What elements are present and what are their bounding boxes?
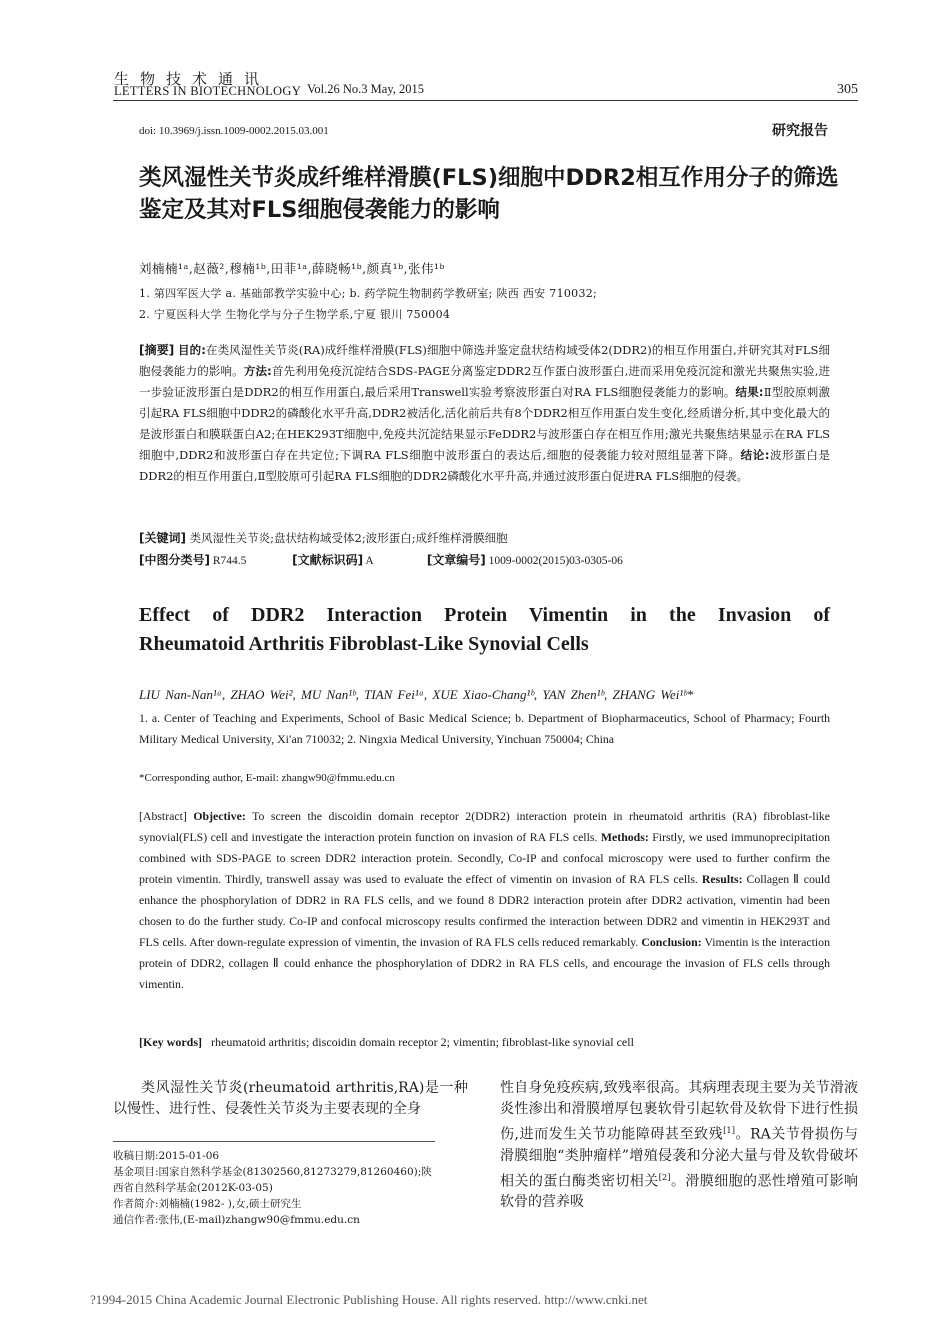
abstract-en-methods-label: Methods:: [600, 830, 649, 844]
footnote-funding-cont: 西省自然科学基金(2012K-03-05): [113, 1182, 273, 1194]
footnote-author-bio: 作者简介:刘楠楠(1982- ),女,硕士研究生: [113, 1198, 302, 1210]
abstract-en-conclusion: Vimentin is the interaction protein of DDR2, collagen Ⅱ could enhance the phosphorylation of DDR2 in RA FLS cells, and encourage the invasion of FLS cells through vimentin.: [139, 935, 830, 991]
body-right-text-1: 性自身免疫疾病,致残率很高。其病理表现主要为关节滑液炎性渗出和滑膜增厚包裹软骨引起软骨及软骨下进行性损伤,进而发生关节功能障碍甚至致残: [500, 1080, 858, 1143]
article-title-en: [139, 601, 830, 659]
abstract-en-methods: Firstly, we used immunoprecipitation combined with SDS-PAGE to screen DDR2 interaction protein. Secondly, Co-IP and confocal microscopy were used to further confirm the protein vimentin. Thirdly, transwell assay was used to evaluate the effect of vimentin on invasion of RA FLS cells.: [139, 830, 830, 886]
abstract-cn-conclusion: 波形蛋白是DDR2的相互作用蛋白,Ⅱ型胶原可引起RA FLS细胞的DDR2磷酸化水平升高,并通过波形蛋白促进RA FLS细胞的侵袭。: [139, 448, 830, 483]
abstract-cn-results-label: 结果:: [735, 385, 764, 399]
keywords-cn: [139, 529, 508, 546]
authors-cn: 刘楠楠¹ᵃ,赵薇²,穆楠¹ᵇ,田菲¹ᵃ,薛晓畅¹ᵇ,颜真¹ᵇ,张伟¹ᵇ: [139, 261, 446, 276]
reference-2: [2]: [658, 1171, 671, 1182]
abstract-cn-methods: 首先利用免疫沉淀结合SDS-PAGE分离鉴定DDR2互作蛋白波形蛋白,进而采用免疫沉淀和激光共聚焦实验,进一步验证波形蛋白是DDR2的相互作用蛋白,最后采用Transwell实验考察波形蛋白对RA FLS细胞侵袭能力的影响。: [139, 364, 830, 399]
article-title-en-line2: Rheumatoid Arthritis Fibroblast-Like Synovial Cells: [139, 633, 589, 655]
keywords-cn-text: 类风湿性关节炎;盘状结构域受体2;波形蛋白;成纤维样滑膜细胞: [189, 531, 508, 545]
body-column-right: [500, 1078, 858, 1213]
doi: doi: 10.3969/j.issn.1009-0002.2015.03.001: [139, 125, 329, 137]
reference-1: [1]: [723, 1125, 736, 1135]
corresponding-author: *Corresponding author, E-mail: zhangw90@fmmu.edu.cn: [139, 772, 395, 784]
abstract-cn: [139, 340, 830, 487]
abstract-cn-objective-label: 目的:: [178, 343, 206, 357]
doc-code-tag: [文献标识码]: [292, 553, 364, 567]
affiliation-cn-2: 2. 宁夏医科大学 生物化学与分子生物学系,宁夏 银川 750004: [139, 308, 451, 321]
keywords-en: [139, 1035, 634, 1050]
abstract-cn-conclusion-label: 结论:: [740, 448, 770, 462]
article-no-value: 1009-0002(2015)03-0305-06: [488, 555, 623, 567]
copyright-notice: ?1994-2015 China Academic Journal Electronic Publishing House. All rights reserved. http://www.cnki.net: [90, 1292, 648, 1307]
abstract-en-tag: [Abstract]: [139, 809, 187, 823]
authors-en: LIU Nan-Nan¹ᵃ, ZHAO Wei², MU Nan¹ᵇ, TIAN Fei¹ᵃ, XUE Xiao-Chang¹ᵇ, YAN Zhen¹ᵇ, ZHANG Wei¹ᵇ*: [139, 687, 694, 702]
footnote-received: 收稿日期:2015-01-06: [113, 1150, 220, 1162]
keywords-cn-tag: [关键词]: [139, 531, 186, 545]
journal-title-cn: 生物技术通讯: [114, 70, 271, 88]
journal-title-en: LETTERS IN BIOTECHNOLOGY: [114, 84, 302, 98]
footnotes: [113, 1148, 473, 1228]
journal-issue: Vol.26 No.3 May, 2015: [307, 82, 425, 96]
abstract-en-conclusion-label: Conclusion:: [641, 935, 702, 949]
abstract-en-objective: To screen the discoidin domain receptor 2(DDR2) interaction protein in rheumatoid arthritis (RA) fibroblast-like synovial(FLS) cell and investigate the interaction protein function on invasion of RA FLS cells.: [139, 809, 830, 844]
abstract-en-results-label: Results:: [701, 872, 743, 886]
header-divider: [113, 100, 858, 101]
body-right-text-3: 。滑膜细胞的恶性增殖可影响软骨的营养吸: [500, 1173, 858, 1211]
abstract-cn-methods-label: 方法:: [243, 364, 272, 378]
article-title-cn: 类风湿性关节炎成纤维样滑膜(FLS)细胞中DDR2相互作用分子的筛选鉴定及其对FLS细胞侵袭能力的影响: [139, 165, 839, 223]
doc-code-value: A: [365, 555, 374, 567]
section-label: 研究报告: [772, 123, 828, 139]
footnote-divider: [113, 1141, 435, 1142]
abstract-en-results: Collagen Ⅱ could enhance the phosphorylation of DDR2 in RA FLS cells, and we found 8 DDR2 interaction protein after DDR2 activation, vimentin had been chosen to do the further study. Co-IP and confocal microscopy results confirmed the interaction between DDR2 and vimentin in HEK293T and FLS cells. After down-regulate expression of vimentin, the invasion of RA FLS cells reduced remarkably.: [139, 872, 830, 949]
abstract-en-objective-label: Objective:: [193, 809, 246, 823]
abstract-cn-objective: 在类风湿性关节炎(RA)成纤维样滑膜(FLS)细胞中筛选并鉴定盘状结构域受体2(DDR2)的相互作用蛋白,并研究其对FLS细胞侵袭能力的影响。: [139, 343, 830, 378]
affiliations-en: 1. a. Center of Teaching and Experiments, School of Basic Medical Science; b. Department of Biopharmaceutics, School of Pharmacy; Fourth Military Medical University, Xi′an 710032; 2. Ningxia Medical University, Yinchuan 750004; China: [139, 711, 830, 746]
body-column-left: 类风湿性关节炎(rheumatoid arthritis,RA)是一种以慢性、进行性、侵袭性关节炎为主要表现的全身: [113, 1080, 468, 1117]
abstract-cn-results: Ⅱ型胶原刺激引起RA FLS细胞中DDR2的磷酸化水平升高,DDR2被活化,活化前后共有8个DDR2相互作用蛋白发生变化,经质谱分析,其中变化最大的是波形蛋白和膜联蛋白A2;在HEK293T细胞中,免疫共沉淀结果显示FeDDR2与波形蛋白存在相互作用;激光共聚焦结果显示在RA FLS细胞中,DDR2和波形蛋白存在共定位;下调RA FLS细胞中波形蛋白的表达后,细胞的侵袭能力较对照组显著下降。: [139, 385, 830, 462]
page-number: 305: [837, 82, 858, 97]
abstract-en: [139, 806, 830, 995]
clc-tag: [中图分类号]: [139, 553, 210, 567]
abstract-cn-tag: [摘要]: [139, 343, 175, 357]
classification-row: [139, 551, 623, 568]
article-title-en-line1: Effect of DDR2 Interaction Protein Vimentin in the Invasion of: [139, 604, 830, 626]
keywords-en-text: rheumatoid arthritis; discoidin domain receptor 2; vimentin; fibroblast-like synovial cell: [211, 1035, 634, 1049]
affiliation-cn-1: 1. 第四军医大学 a. 基础部教学实验中心; b. 药学院生物制药学教研室; 陕西 西安 710032;: [139, 287, 598, 300]
body-right-text-2: 。RA关节骨损伤与滑膜细胞“类肿瘤样”增殖侵袭和分泌大量与骨及软骨破坏相关的蛋白酶类密切相关: [500, 1126, 859, 1190]
footnote-correspondence: 通信作者:张伟,(E-mail)zhangw90@fmmu.edu.cn: [113, 1214, 360, 1226]
article-no-tag: [文章编号]: [426, 553, 486, 567]
footnote-funding: 基金项目:国家自然科学基金(81302560,81273279,81260460);陕: [113, 1166, 432, 1178]
clc-value: R744.5: [212, 555, 247, 567]
keywords-en-tag: [Key words]: [139, 1035, 202, 1049]
